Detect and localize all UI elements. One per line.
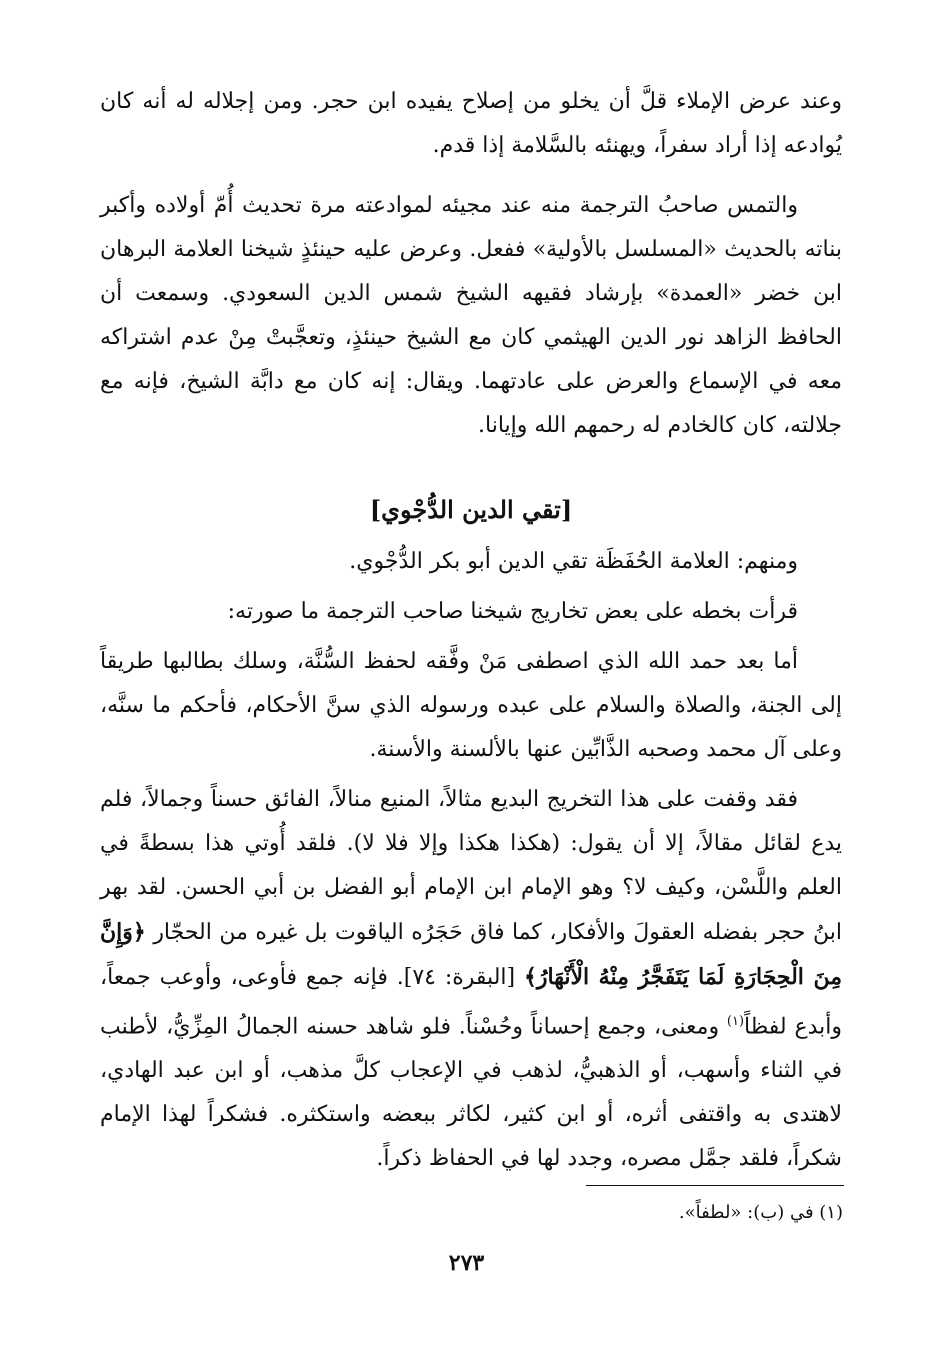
- page-number: ٢٧٣: [448, 1250, 485, 1276]
- paragraph-section-3: أما بعد حمد الله الذي اصطفى مَنْ وفَّقه لحفظ السُّنَّة، وسلك بطالبها طريقاً إلى الجنة، والصلاة والسلام على عبده ورسوله الذي سنَّ الأحكام، فأحكم ما سنَّه، وعلى آل محمد وصحبه الذَّابِّين عنها بالألسنة والأسنة.: [100, 649, 842, 762]
- footnote-divider: [586, 1185, 844, 1186]
- footnote-marker: (١): [726, 1014, 745, 1029]
- footnote: (١) في (ب): «لطفاً».: [678, 1202, 843, 1223]
- paragraph-section-4: [100, 778, 842, 1181]
- page-body: [100, 80, 842, 1181]
- paragraph-top-1: وعند عرض الإملاء قلَّ أن يخلو من إصلاح يفيده ابن حجر. ومن إجلاله له أنه كان يُوادعه إذا أراد سفراً، ويهنئه بالسَّلامة إذا قدم.: [100, 89, 842, 158]
- paragraph-section-1: ومنهم: العلامة الحُفَظَة تقي الدين أبو بكر الدُّجْوي.: [349, 549, 798, 574]
- paragraph-top-2: والتمس صاحبُ الترجمة منه عند مجيئه لموادعته مرة تحديث أُمّ أولاده وأكبر بناته بالحديث «المسلسل بالأولية» ففعل. وعرض عليه حينئذٍ شيخنا العلامة البرهان ابن خضر «العمدة» بإرشاد فقيهه الشيخ شمس الدين السعودي. وسمعت أن الحافظ الزاهد نور الدين الهيثمي كان مع الشيخ حينئذٍ، وتعجَّبتْ مِنْ عدم اشتراكه معه في الإسماع والعرض على عادتهما. ويقال: إنه كان مع دابَّة الشيخ، فإنه مع جلالته، كان كالخادم له رحمهم الله وإيانا.: [100, 193, 842, 438]
- paragraph-after-marker: ومعنى، وجمع إحساناً وحُسْناً. فلو شاهد حسنه الجمالُ المِزِّيُّ، لأطنب في الثناء وأسهب، أو الذهبيُّ، لذهب في الإعجاب كلَّ مذهب، أو ابن عبد الهادي، لاهتدى به واقتفى أثره، أو ابن كثير، لكاثر ببعضه واستكثره. فشكراً لهذا الإمام شكراً، فلقد جمَّل مصره، وجدد لها في الحفاظ ذكراً.: [100, 1014, 842, 1172]
- top-paragraph-1-container: [100, 80, 842, 184]
- paragraph-section-2: قرأت بخطه على بعض تخاريج شيخنا صاحب الترجمة ما صورته:: [227, 599, 798, 624]
- section-title: [تقي الدين الدُّجْوي]: [369, 495, 573, 524]
- paragraph-section-4-text: فقد وقفت على هذا التخريج البديع مثالاً، المنيع منالاً، الفائق حسناً وجمالاً، فلم يدع لقائل مقالاً، إلا أن يقول: (هكذا هكذا وإلا فلا لا). فلقد أُوتي هذا بسطةً في العلم واللَّسْن، وكيف لا؟ وهو الإمام ابن الإمام أبو الفضل بن أبي الحسن. لقد بهر ابنُ حجر بفضله العقولَ والأفكار، كما فاق حَجَرُه الياقوت بل غيره من الحجّار: [100, 787, 843, 945]
- paragraph-after-quran: [البقرة: ٧٤]. فإنه جمع فأوعى، وأوعب جمعاً، وأبدع لفظاً: [100, 965, 842, 1040]
- quran-verse: ﴿وَإِنَّ مِنَ الْحِجَارَةِ لَمَا يَتَفَجَّرُ مِنْهُ الْأَنْهَارُ﴾: [100, 919, 842, 990]
